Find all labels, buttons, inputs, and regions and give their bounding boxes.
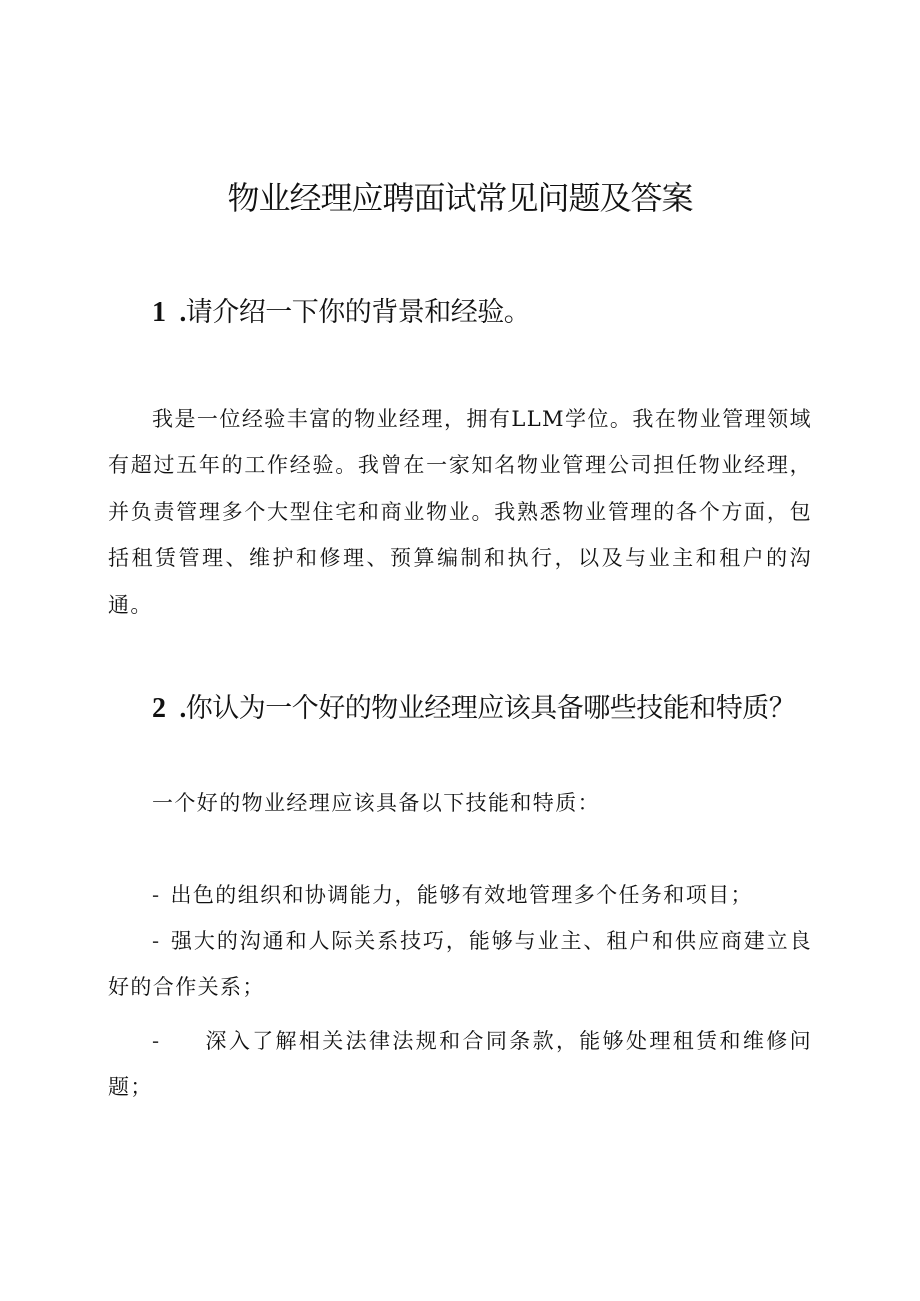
bullet-text: 出色的组织和协调能力，能够有效地管理多个任务和项目； <box>170 883 753 907</box>
bullet-item <box>108 918 812 1011</box>
bullet-text: 深入了解相关法律法规和合同条款，能够处理租赁和维修问题； <box>108 1029 812 1100</box>
document-title: 物业经理应聘面试常见问题及答案 <box>227 179 693 217</box>
question-text: 请介绍一下你的背景和经验。 <box>185 297 531 328</box>
bullet-text: 强大的沟通和人际关系技巧，能够与业主、租户和供应商建立良好的合作关系； <box>108 929 812 1000</box>
question-number: 1 <box>152 297 166 328</box>
question-dot: . <box>179 297 186 327</box>
question-text: 你认为一个好的物业经理应该具备哪些技能和特质？ <box>185 693 796 724</box>
answer-paragraph-1: 我是一位经验丰富的物业经理，拥有LLM学位。我在物业管理领域有超过五年的工作经验。我曾在一家知名物业管理公司担任物业经理，并负责管理多个大型住宅和商业物业。我熟悉物业管理的各个方面，包括租赁管理、维护和修理、预算编制和执行，以及与业主和租户的沟通。 <box>108 407 812 617</box>
question-heading-1 <box>152 292 530 333</box>
question-dot: . <box>179 693 186 723</box>
bullet-dash: - <box>152 1029 161 1053</box>
bullet-dash: - <box>152 929 161 953</box>
bullet-item <box>108 872 812 918</box>
question-heading-2 <box>152 688 795 729</box>
bullet-dash: - <box>152 883 161 907</box>
bullet-item <box>108 1018 812 1111</box>
question-number: 2 <box>152 693 166 724</box>
answer-intro-2: 一个好的物业经理应该具备以下技能和特质： <box>152 791 600 815</box>
